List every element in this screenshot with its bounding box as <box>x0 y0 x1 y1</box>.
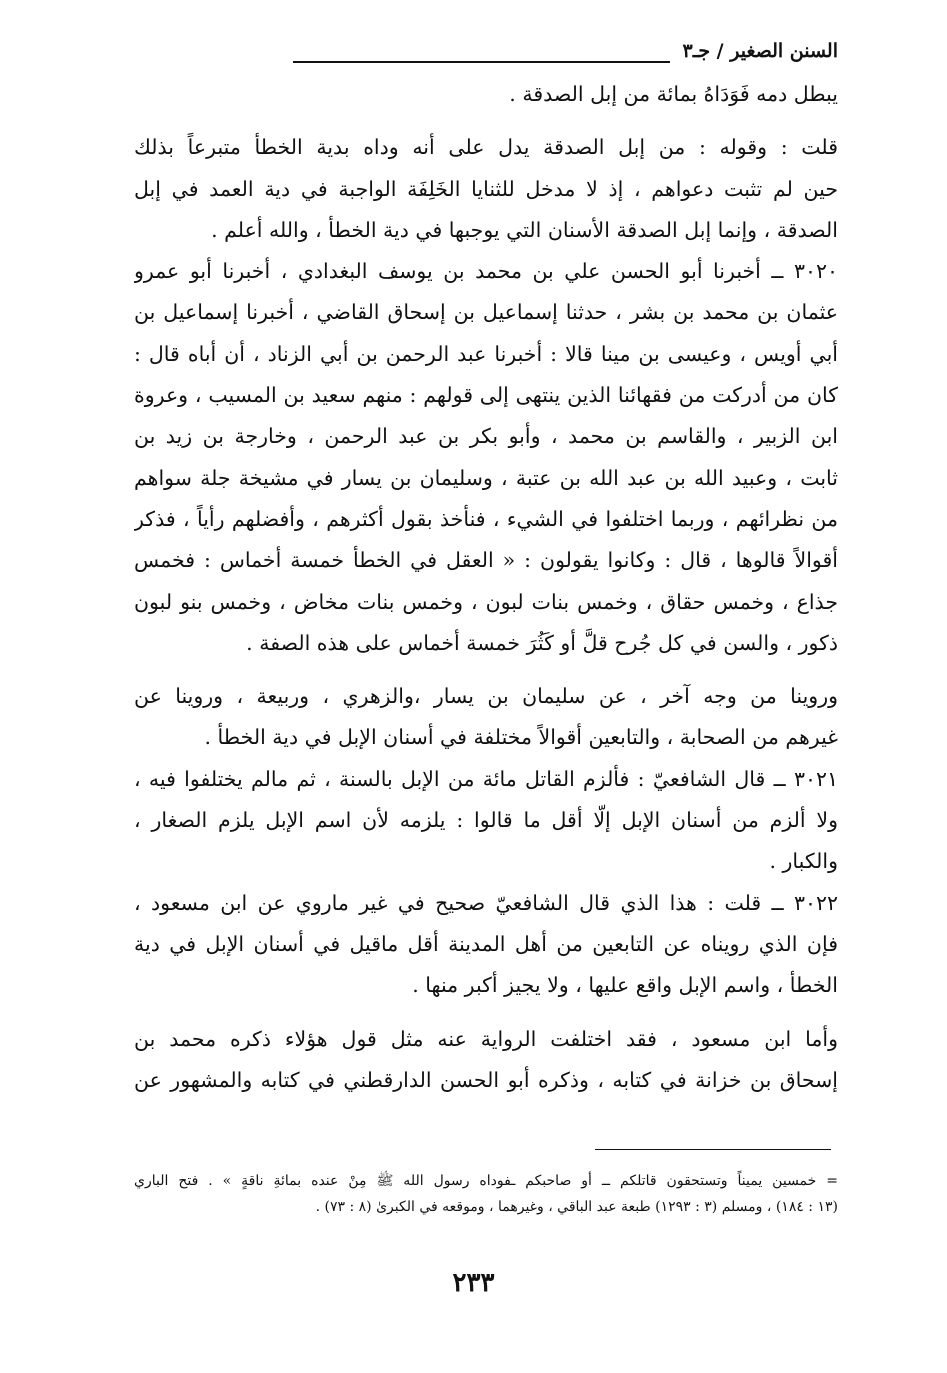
footnote-line: = خمسين يميناً وتستحقون قاتلكم ــ أو صاحبكم ـفوداه رسول الله ﷺ مِنْ عنده بمائةِ ناقةٍ » . فتح الباري <box>134 1173 838 1189</box>
hadith-3022-line: ٣٠٢٢ ــ قلت : هذا الذي قال الشافعيّ صحيح في غير ماروي عن ابن مسعود ، <box>134 890 838 915</box>
hadith-3020-line: ٣٠٢٠ ــ أخبرنا أبو الحسن علي بن محمد بن يوسف البغدادي ، أخبرنا أبو عمرو <box>134 259 838 284</box>
text-line: غيرهم من الصحابة ، والتابعين أقوالاً مختلفة في أسنان الإبل في دية الخطأ . <box>204 725 838 750</box>
running-header <box>138 40 838 72</box>
text-line: ذكور ، والسن في كل جُرح قلَّ أو كَثُرَ خمسة أخماس على هذه الصفة . <box>246 630 838 655</box>
text-line: ابن الزبير ، والقاسم بن محمد ، وأبو بكر بن عبد الرحمن ، وخارجة بن زيد بن <box>134 424 838 449</box>
text-line: وأما ابن مسعود ، فقد اختلفت الرواية عنه مثل قول هؤلاء ذكره محمد بن <box>134 1026 838 1051</box>
text-line: حين لم تثبت دعواهم ، إذ لا مدخل للثنايا الخَلِفَة الواجبة في دية العمد في إبل <box>134 176 838 201</box>
main-text <box>134 74 838 1101</box>
header-rule <box>293 61 670 63</box>
text-line: عثمان بن محمد بن بشر ، حدثنا إسماعيل بن إسحاق القاضي ، أخبرنا إسماعيل بن <box>134 300 838 325</box>
text-line: أقوالاً قالوها ، قال : وكانوا يقولون : « العقل في الخطأ خمسة أخماس : فخمس <box>134 548 838 573</box>
text-line: والكبار . <box>769 849 838 874</box>
paragraph-gap <box>134 664 838 676</box>
footnote-line: (١٣ : ١٨٤) ، ومسلم (٣ : ١٢٩٣) طبعة عبد الباقي ، وغيرهما ، وموقعه في الكبرىٰ (٨ : ٧٣) . <box>315 1199 838 1215</box>
text-line: أبي أويس ، وعيسى بن مينا قالا : أخبرنا عبد الرحمن بن أبي الزناد ، أن أباه قال : <box>134 341 838 366</box>
text-line: ثابت ، وعبيد الله بن عبد الله بن عتبة ، وسليمان بن يسار في مشيخة جلة سواهم <box>134 465 838 490</box>
text-line: جذاع ، وخمس حقاق ، وخمس بنات لبون ، وخمس بنات مخاض ، وخمس بنو لبون <box>134 589 838 614</box>
paragraph-gap <box>134 1007 838 1019</box>
text-line: إسحاق بن خزانة في كتابه ، وذكره أبو الحسن الدارقطني في كتابه والمشهور عن <box>134 1067 838 1092</box>
text-line: الخطأ ، واسم الإبل واقع عليها ، ولا يجيز أكبر منها . <box>412 973 838 998</box>
header-title: السنن الصغير / جـ٣ <box>682 40 838 62</box>
text-line: الصدقة ، وإنما إبل الصدقة الأسنان التي يوجبها في دية الخطأ ، والله أعلم . <box>211 217 838 242</box>
footnotes <box>134 1168 838 1220</box>
text-line: من نظرائهم ، وربما اختلفوا في الشيء ، فنأخذ بقول أكثرهم ، وأفضلهم رأياً ، فذكر <box>134 506 838 531</box>
hadith-3021-line: ٣٠٢١ ــ قال الشافعيّ : فألزم القاتل مائة من الإبل بالسنة ، ثم مالم يختلفوا فيه ، <box>134 766 838 791</box>
text-line: وروينا من وجه آخر ، عن سليمان بن يسار ،والزهري ، وربيعة ، وروينا عن <box>134 684 838 709</box>
footnote-rule <box>595 1149 831 1150</box>
text-line: ولا ألزم من أسنان الإبل إلّا أقل ما قالوا : يلزمه لأن اسم الإبل يلزم الصغار ، <box>134 808 838 833</box>
text-line: فإن الذي رويناه عن التابعين من أهل المدينة أقل ماقيل في أسنان الإبل في دية <box>134 931 838 956</box>
text-line: قلت : وقوله : من إبل الصدقة يدل على أنه وداه بدية الخطأ متبرعاً بذلك <box>134 135 838 160</box>
paragraph-gap <box>134 115 838 127</box>
text-line: كان من أدركت من فقهائنا الذين ينتهى إلى قولهم : منهم سعيد بن المسيب ، وعروة <box>134 383 838 408</box>
page-number: ٢٣٣ <box>452 1268 495 1298</box>
text-line: يبطل دمه فَوَدَاهُ بمائة من إبل الصدقة . <box>509 82 838 106</box>
